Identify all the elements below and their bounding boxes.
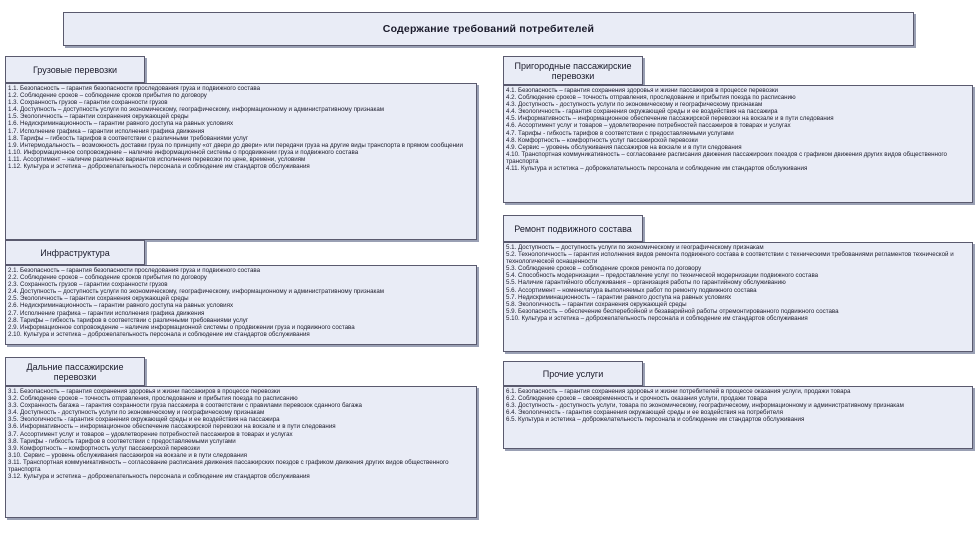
repair-heading: Ремонт подвижного состава [503, 215, 643, 242]
list-item: 4.3. Доступность - доступность услуги по экономическому и географическому признакам [506, 101, 763, 109]
list-item: 2.9. Информационное сопровождение – наличие информационной системы о продвижении груза и подвижного состава [8, 323, 355, 331]
list-item: 2.8. Тарифы – гибкость тарифов в соответствии с различными требованиями услуг [8, 316, 249, 324]
list-item: 4.1. Безопасность – гарантия сохранения здоровья и жизни пассажиров в процессе перевозки [506, 87, 779, 94]
list-item: 3.7. Ассортимент услуг и товаров – удовлетворение потребностей пассажиров в товарах и услугах [8, 430, 293, 438]
list-item: 3.4. Доступность - доступность услуги по экономическому и географическому признакам [8, 409, 265, 417]
list-item: 5.5. Наличие гарантийного обслуживания – организация работы по гарантийному обслуживанию [506, 279, 786, 287]
list-item: 1.8. Тарифы – гибкость тарифов в соответствии с различными требованиями услуг [8, 134, 249, 142]
list-item: 4.7. Тарифы - гибкость тарифов в соответствии с предоставляемыми услугами [506, 129, 734, 137]
list-item: 4.11. Культура и эстетика – доброжелательность персонала и соблюдение им стандартов обслуживания [506, 165, 808, 173]
list-item: 4.9. Сервис – уровень обслуживания пассажиров на вокзале и в пути следования [506, 143, 742, 151]
list-item: 1.3. Сохранность грузов – гарантии сохранности грузов [8, 99, 168, 107]
list-item: 3.5. Экологичность - гарантия сохранения окружающей среды и ее воздействия на пассажира [8, 416, 280, 424]
list-item: 3.12. Культура и эстетика – доброжелательность персонала и соблюдение им стандартов обслуживания [8, 473, 310, 481]
list-item: 5.10. Культура и эстетика – доброжелательность персонала и соблюдение им стандартов обслуживания [506, 314, 808, 322]
list-item: 4.4. Экологичность - гарантия сохранения окружающей среды и ее воздействия на пассажира [506, 108, 778, 116]
list-item: 3.8. Тарифы - гибкость тарифов в соответствии с предоставляемыми услугами [8, 437, 236, 445]
list-item: 6.4. Экологичность - гарантия сохранения окружающей среды и ее воздействия на потребителя [506, 409, 783, 417]
list-item: 6.1. Безопасность – гарантия сохранения здоровья и жизни потребителей в процессе оказания услуги, продажи товара [506, 388, 851, 395]
list-item: 5.9. Безопасность – обеспечение бесперебойной и безаварийной работы отремонтированного подвижного состава [506, 307, 839, 315]
long-list [5, 386, 477, 518]
suburban-heading: Пригородные пассажирские перевозки [503, 56, 643, 85]
list-item: 5.7. Недискриминационность – гарантии равного доступа на равных условиях [506, 293, 732, 301]
list-item: 1.11. Ассортимент – наличие различных вариантов исполнения перевозки по цене, времени, условиям [8, 155, 306, 163]
list-item: 6.3. Доступность - доступность услуги, товара по экономическому, географическому, информационному и административному признакам [506, 402, 904, 410]
list-item: 1.4. Доступность – доступность услуги по экономическому, географическому, информационному и административному признакам [8, 106, 385, 114]
list-item: 2.7. Исполнение графика – гарантии исполнения графика движения [8, 309, 205, 317]
list-item: 4.8. Комфортность – комфортность услуг пассажирской перевозки [506, 136, 698, 144]
list-item: 2.6. Недискриминационность – гарантии равного доступа на равных условиях [8, 302, 234, 310]
cargo-heading: Грузовые перевозки [5, 56, 145, 83]
list-item: 3.6. Информативность – информационное обеспечение пассажирской перевозки на вокзале и в пути следования [8, 423, 336, 431]
list-item: 2.10. Культура и эстетика – доброжелательность персонала и соблюдение им стандартов обслуживания [8, 330, 310, 338]
list-item: 2.5. Экологичность – гарантии сохранения окружающей среды [8, 295, 189, 303]
list-item: 6.5. Культура и эстетика – доброжелательность персонала и соблюдение им стандартов обслуживания [506, 416, 805, 424]
list-item: 1.10. Информационное сопровождение – наличие информационной системы о продвижении груза и подвижного состава [8, 148, 359, 156]
other-list [503, 386, 973, 449]
list-item: 3.10. Сервис – уровень обслуживания пассажиров на вокзале и в пути следования [8, 451, 247, 459]
list-item: 2.3. Сохранность грузов – гарантии сохранности грузов [8, 281, 168, 289]
list-item: 1.5. Экологичность – гарантии сохранения окружающей среды [8, 113, 189, 121]
list-item: 6.2. Соблюдение сроков – своевременность и срочность оказания услуги, продажи товара [506, 395, 768, 403]
list-item: 4.6. Ассортимент услуг и товаров – удовлетворение потребностей пассажиров в товарах и услугах [506, 122, 791, 130]
list-item: 1.1. Безопасность – гарантия безопасности проследования груза и подвижного состава [8, 85, 261, 92]
list-item: 5.8. Экологичность – гарантии сохранения окружающей среды [506, 300, 687, 308]
list-item: 3.11. Транспортная коммуникативность – согласование расписания движения пассажирских поездов с графиком движения других видов общественного транспорта [8, 458, 449, 474]
list-item: 3.1. Безопасность – гарантия сохранения здоровья и жизни пассажиров в процессе перевозки [8, 388, 281, 395]
list-item: 2.4. Доступность – доступность услуги по экономическому, географическому, информационному и административному признакам [8, 288, 385, 296]
list-item: 4.10. Транспортная коммуникативность – согласование расписания движения пассажирских поездов с графиком движения других видов общественного транспорта [506, 150, 947, 165]
suburban-list [503, 85, 973, 203]
list-item: 1.2. Соблюдение сроков – соблюдение сроков прибытия по договору [8, 92, 207, 100]
list-item: 3.3. Сохранность багажа – гарантия сохранности груза пассажира в соответствии с правилами перевозок сданного багажа [8, 402, 362, 410]
list-item: 5.1. Доступность – доступность услуги по экономическому и географическому признакам [506, 244, 764, 251]
list-item: 1.9. Интермодальность – возможность доставки груза по принципу «от двери до двери» или передачи груза на другие виды транспорта в прямом сообщении [8, 141, 463, 149]
list-item: 2.1. Безопасность – гарантия безопасности проследования груза и подвижного состава [8, 267, 261, 274]
list-item: 4.5. Информативность – информационное обеспечение пассажирской перевозки на вокзале и в пути следования [506, 115, 834, 123]
list-item: 4.2. Соблюдение сроков – точность отправления, проследование и прибытия поезда по расписанию [506, 94, 796, 102]
infra-list [5, 265, 477, 345]
list-item: 1.7. Исполнение графика – гарантии исполнения графика движения [8, 127, 205, 135]
list-item: 5.6. Ассортимент – номенклатура выполняемых работ по ремонту подвижного состава [506, 286, 757, 294]
list-item: 2.2. Соблюдение сроков – соблюдение сроков прибытия по договору [8, 274, 207, 282]
list-item: 1.6. Недискриминационность – гарантии равного доступа на равных условиях [8, 120, 234, 128]
list-item: 5.3. Соблюдение сроков – соблюдение сроков ремонта по договору [506, 265, 702, 273]
long-heading: Дальние пассажирские перевозки [5, 357, 145, 386]
list-item: 3.2. Соблюдение сроков – точность отправления, проследование и прибытия поезда по расписанию [8, 395, 298, 403]
list-item: 5.2. Технологичность – гарантия исполнения видов ремонта подвижного состава в соответствии с техническими требованиями регламентов технической и технологической оснащенности [506, 251, 954, 266]
list-item: 5.4. Способность модернизации – предоставление услуг по технической модернизации подвижного состава [506, 272, 819, 280]
cargo-list [5, 83, 477, 240]
infra-heading: Инфраструктура [5, 240, 145, 265]
other-heading: Прочие услуги [503, 361, 643, 386]
list-item: 1.12. Культура и эстетика – доброжелательность персонала и соблюдение им стандартов обслуживания [8, 163, 310, 171]
repair-list [503, 242, 973, 352]
list-item: 3.9. Комфортность – комфортность услуг пассажирской перевозки [8, 444, 200, 452]
page-title: Содержание требований потребителей [63, 12, 914, 46]
